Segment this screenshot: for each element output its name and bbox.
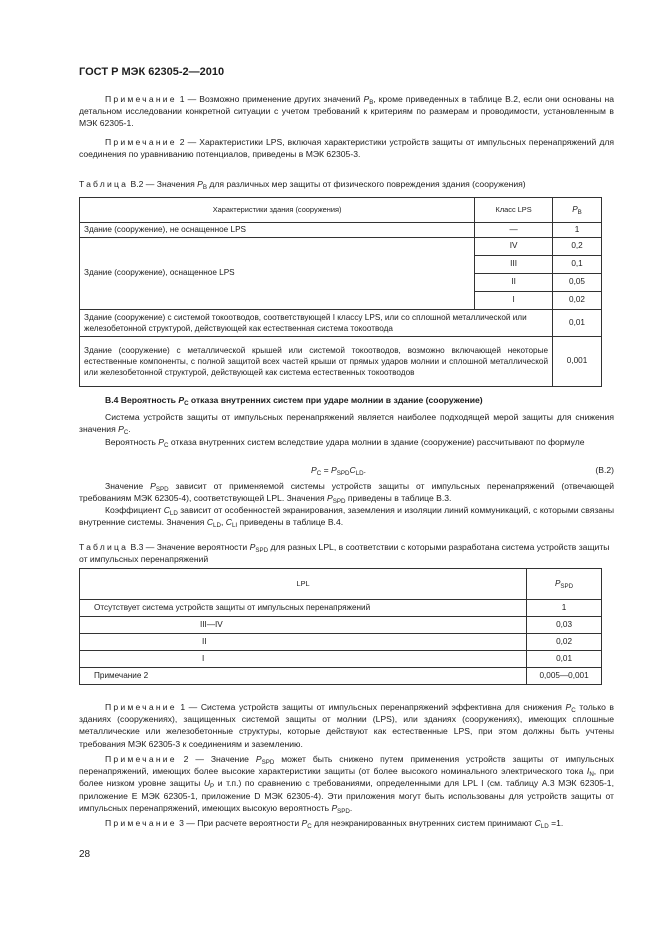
table-b3 xyxy=(79,568,602,685)
table-row: II 0,05 xyxy=(80,274,602,292)
note-table-2: Примечание 2 — Значение $P_{SPD}$ может быть снижено путем применения устройств защиты от импульсных перенапряжений, имеющих более высокие характеристики защиты (от более высокого номинального электрического тока $I_N$, при более низком уровне защиты $U_P$ и т.п.) по сравнению с требованиями, определенными для LPL I (см. таблицу А.3 МЭК 62305-1, приложение Е МЭК 62305-1, приложение D МЭК 62305-4). Эти приложения могут быть использованы для устройств защиты от импульсных перенапряжений, имеющих высокую вероятность $P_{SPD}$. xyxy=(79,754,614,815)
paragraph-4: Коэффициент $C_{LD}$ зависит от особенностей экранирования, заземления и изоляции линий коммуникаций, с которыми связаны внутренние системы. Значения $C_{LD}$, $C_{LI}$ приведены в таблице В.4. xyxy=(79,505,614,530)
formula: $P_C = P_{SPD}C_{LD}$. xyxy=(311,465,366,477)
table-row: Здание (сооружение) с металлической крышей или системой токоотводов, возможно включающей некоторые естественные компоненты, с полной защитой всех частей крыши от прямых ударов молнии и сплошной металлической или железобетонной структурой, действующей как система естественных токоотводов 0,001 xyxy=(80,337,602,387)
table-b2 xyxy=(79,197,602,387)
note-table-3: Примечание 3 — При расчете вероятности $P_C$ для неэкранированных внутренних систем принимают $C_{LD} =1$. xyxy=(105,818,564,830)
paragraph-3: Значение $P_{SPD}$ зависит от применяемой системы устройств защиты от импульсных перенапряжений (отвечающей требованиям МЭК 62305-4), соответствующей LPL. Значения $P_{SPD}$ приведены в таблице В.3. xyxy=(79,481,614,506)
table-row: Здание (сооружение), не оснащенное LPS — 1 xyxy=(80,223,602,238)
table-header-row xyxy=(80,569,602,600)
note-2: Примечание 2 — Характеристики LPS, включая характеристики устройств защиты от импульсных перенапряжений для соединения по уравниванию потенциалов, приведены в МЭК 62305-3. xyxy=(79,137,614,160)
col-pspd: $P_{SPD}$ xyxy=(527,569,602,600)
section-b4-title: В.4 Вероятность $P_C$ отказа внутренних систем при ударе молнии в здание (сооружение) xyxy=(105,395,483,407)
table-row: Здание (сооружение), оснащенное LPS IV 0,2 xyxy=(80,238,602,256)
table-b2-caption: Таблица В.2 — Значения $P_B$ для различных мер защиты от физического повреждения здания (сооружения) xyxy=(79,179,526,191)
col-characteristics: Характеристики здания (сооружения) xyxy=(80,198,475,223)
col-pb: $P_B$ xyxy=(553,198,602,223)
paragraph-2: Вероятность $P_C$ отказа внутренних систем вследствие удара молнии в здание (сооружение) рассчитывают по формуле xyxy=(105,437,585,449)
table-row: III—IV 0,03 xyxy=(80,617,602,634)
note-1: Примечание 1 — Возможно применение других значений $P_B$, кроме приведенных в таблице В.2, если они основаны на детальном исследовании конкретной ситуации с учетом требований к критериям по размерам и проводимости, установленным в МЭК 62305-1. xyxy=(79,94,614,129)
page-number: 28 xyxy=(79,849,91,860)
col-lpl: LPL xyxy=(80,569,527,600)
table-b3-caption: Таблица В.3 — Значение вероятности $P_{SPD}$ для разных LPL, в соответствии с которыми разработана система устройств защиты от импульсных перенапряжений xyxy=(79,542,610,565)
table-row: III 0,1 xyxy=(80,256,602,274)
table-row: I 0,02 xyxy=(80,292,602,310)
col-lps-class: Класс LPS xyxy=(475,198,553,223)
table-header-row xyxy=(80,198,602,223)
table-row: Отсутствует система устройств защиты от импульсных перенапряжений 1 xyxy=(80,600,602,617)
formula-number: (B.2) xyxy=(595,465,614,475)
note-table-1: Примечание 1 — Система устройств защиты от импульсных перенапряжений эффективна для снижения $P_C$ только в зданиях (сооружениях), защищенных системой защиты от молнии (LPS), или зданиях (сооружениях), имеющих сплошные металлические или железобетонные структуры, которые действуют как естественные LPS, при этом должны быть учтены требования МЭК 62305-3 к соединениям и заземлению. xyxy=(79,702,615,749)
table-row: Здание (сооружение) с системой токоотводов, соответствующей I классу LPS, или со сплошной металлической или железобетонной структурой, действующей как естественная система токоотвода 0,01 xyxy=(80,310,602,337)
table-row: Примечание 2 0,005—0,001 xyxy=(80,668,602,685)
table-row: I 0,01 xyxy=(80,651,602,668)
standard-header: ГОСТ Р МЭК 62305-2—2010 xyxy=(79,66,225,78)
table-row: II 0,02 xyxy=(80,634,602,651)
paragraph-1: Система устройств защиты от импульсных перенапряжений является наиболее подходящей мерой защиты для снижения значения $P_C$. xyxy=(79,412,614,437)
